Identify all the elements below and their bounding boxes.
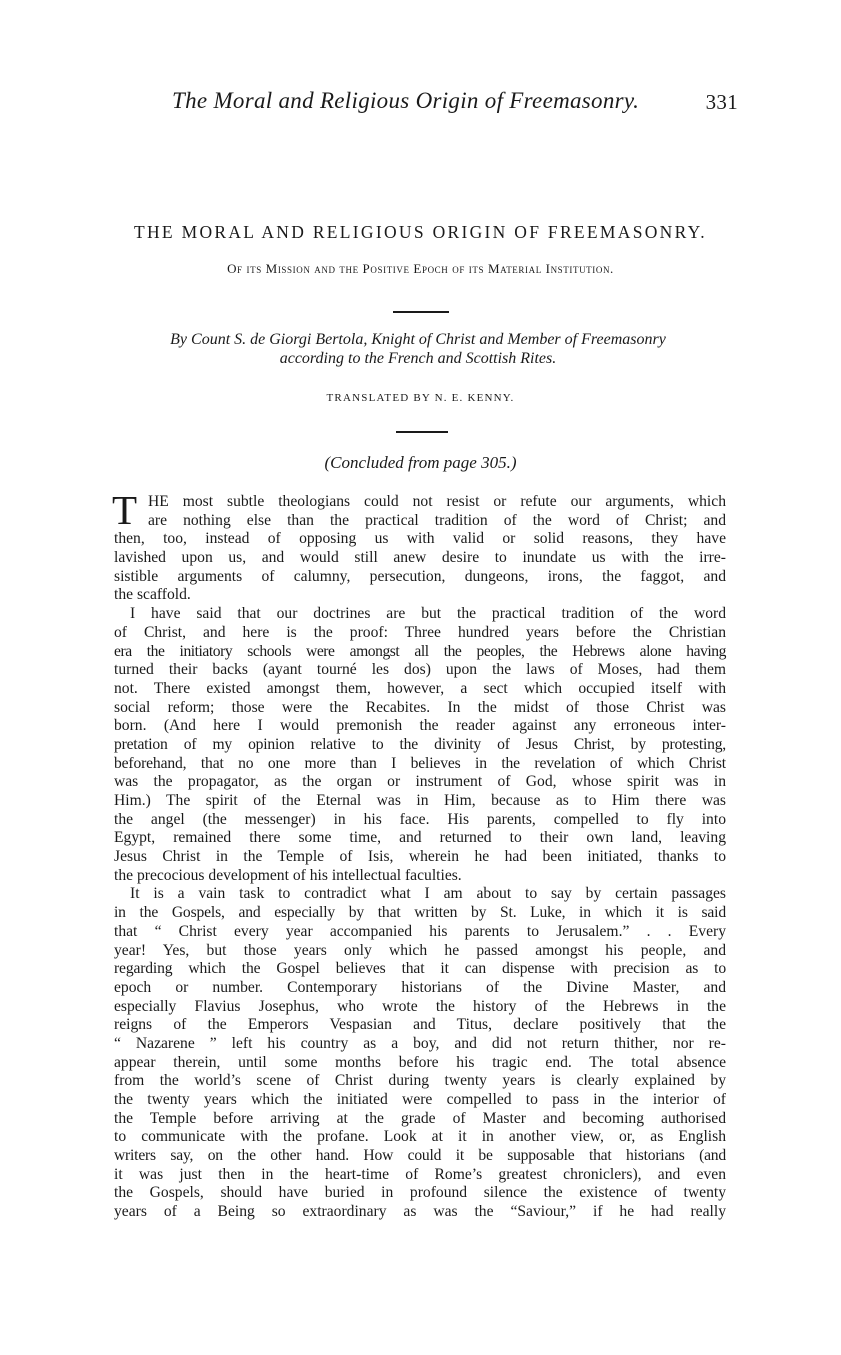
body-line: the Gospels, should have buried in profound silence the existence of twenty	[114, 1184, 726, 1202]
body-line: It is a vain task to contradict what I am about to say by certain passages	[130, 885, 726, 903]
body-line: born. (And here I would premonish the reader against any erroneous inter-	[114, 717, 726, 735]
body-line: the angel (the messenger) in his face. His parents, compelled to fly into	[114, 810, 726, 828]
body-line: it was just then in the heart-time of Rome’s greatest chroniclers), and even	[114, 1165, 726, 1183]
byline-line-1: By Count S. de Giorgi Bertola, Knight of Christ and Member of Freemasonry	[170, 331, 666, 348]
body-line: the scaffold.	[114, 586, 191, 604]
body-line: beforehand, that no one more than I believes in the revelation of which Christ	[114, 754, 726, 772]
body-line: Him.) The spirit of the Eternal was in Him, because as to Him there was	[114, 792, 726, 809]
title-divider	[393, 311, 449, 313]
body-line: especially Flavius Josephus, who wrote the history of the Hebrews in the	[114, 997, 726, 1015]
article-subtitle-text: Of its Mission and the Positive Epoch of its Material Institution.	[227, 261, 614, 276]
body-line: the twenty years which the initiated were compelled to pass in the interior of	[114, 1091, 726, 1108]
body-line: I have said that our doctrines are but the practical tradition of the word	[130, 605, 726, 623]
body-line: writers say, on the other hand. How could it be supposable that historians (and	[114, 1147, 726, 1165]
body-line: Egypt, remained there some time, and returned to their own land, leaving	[114, 829, 726, 847]
body-line: sistible arguments of calumny, persecution, dungeons, irons, the faggot, and	[114, 567, 726, 585]
body-line: then, too, instead of opposing us with valid or solid reasons, they have	[114, 530, 726, 548]
body-line: era the initiatory schools were amongst all the peoples, the Hebrews alone having	[114, 642, 726, 660]
body-line: in the Gospels, and especially by that written by St. Luke, in which it is said	[114, 904, 726, 922]
body-line: years of a Being so extraordinary as was the “Saviour,” if he had really	[114, 1203, 726, 1221]
article-subtitle	[0, 261, 841, 277]
body-line: epoch or number. Contemporary historians of the Divine Master, and	[114, 978, 726, 996]
body-line: Jesus Christ in the Temple of Isis, wherein he had been initiated, thanks to	[114, 848, 726, 866]
body-line: “ Nazarene ” left his country as a boy, and did not return thither, nor re-	[114, 1034, 726, 1052]
body-line: HE most subtle theologians could not resist or refute our arguments, which	[148, 493, 726, 510]
byline-line-2: according to the French and Scottish Rites.	[279, 350, 557, 367]
running-title: The Moral and Religious Origin of Freemasonry.	[172, 88, 640, 113]
body-line: of Christ, and here is the proof: Three hundred years before the Christian	[114, 623, 726, 641]
body-line: pretation of my opinion relative to the divinity of Jesus Christ, by protesting,	[114, 735, 726, 753]
translator-credit: TRANSLATED BY N. E. KENNY.	[326, 392, 515, 404]
body-line: to communicate with the profane. Look at it in another view, or, as English	[114, 1128, 726, 1146]
body-line: social reform; those were the Recabites. In the midst of those Christ was	[114, 698, 726, 716]
body-line: that “ Christ every year accompanied his parents to Jerusalem.” . . Every	[114, 922, 726, 940]
body-line: the precocious development of his intellectual faculties.	[114, 866, 462, 884]
body-line: not. There existed amongst them, however, a sect which occupied itself with	[114, 679, 726, 697]
body-line: appear therein, until some months before his tragic end. The total absence	[114, 1053, 726, 1071]
article-title: THE MORAL AND RELIGIOUS ORIGIN OF FREEMASONRY.	[134, 222, 707, 242]
page-number: 331	[705, 90, 738, 114]
body-line: are nothing else than the practical tradition of the word of Christ; and	[148, 511, 726, 529]
article-body	[112, 487, 726, 1222]
body-line: lavished upon us, and would still anew desire to inundate us with the irre-	[114, 549, 726, 567]
body-line: year! Yes, but those years only which he passed amongst his people, and	[114, 941, 726, 959]
body-line: turned their backs (ayant tourné les dos) upon the laws of Moses, had them	[114, 661, 726, 679]
body-line: from the world’s scene of Christ during twenty years is clearly explained by	[114, 1072, 726, 1090]
body-line: was the propagator, as the organ or instrument of God, whose spirit was in	[114, 773, 726, 791]
body-line: reigns of the Emperors Vespasian and Titus, declare positively that the	[114, 1016, 726, 1034]
continuation-note: (Concluded from page 305.)	[324, 453, 517, 472]
byline-divider	[396, 431, 448, 433]
byline	[118, 330, 718, 368]
drop-cap: T	[112, 487, 138, 533]
body-line: regarding which the Gospel believes that it can dispense with precision as to	[114, 960, 726, 978]
body-line: the Temple before arriving at the grade of Master and becoming authorised	[114, 1109, 726, 1127]
